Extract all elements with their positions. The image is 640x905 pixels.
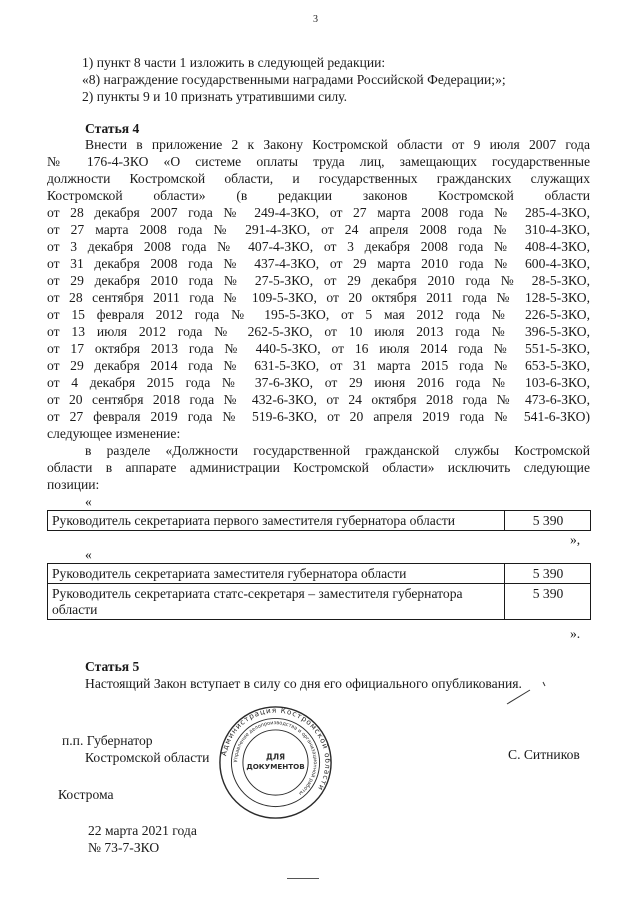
positions-table-1	[47, 510, 591, 531]
paragraph-2-last-line: позиции:	[47, 477, 100, 492]
positions-table-2	[47, 563, 591, 620]
page-number: 3	[313, 14, 318, 25]
position-line: Руководитель секретариата статс-секретаря – заместителя губернатора	[52, 586, 463, 601]
stamp-outer-text: Администрация Костромской области	[219, 705, 333, 793]
official-stamp	[218, 705, 333, 820]
item-1: 1) пункт 8 части 1 изложить в следующей редакции:	[82, 55, 386, 70]
quote-open-2: «	[85, 547, 92, 562]
article-4-line: от 27 февраля 2019 года № 519-6-ЗКО, от 20 апреля 2019 года № 541-6-ЗКО)	[47, 409, 590, 424]
paragraph-2-line: в разделе «Должности государственной гражданской службы Костромской	[85, 443, 590, 458]
signature-name: С. Ситников	[508, 747, 580, 762]
article-4-last-line: следующее изменение:	[47, 426, 181, 441]
position-cell: Руководитель секретариата заместителя губернатора области	[48, 564, 505, 584]
article-4-line: Костромской области» (в редакции законов Костромской области	[47, 188, 590, 203]
amount-cell: 5 390	[505, 584, 591, 620]
position-cell	[48, 584, 505, 620]
law-number: № 73-7-ЗКО	[88, 840, 160, 855]
article-5-heading: Статья 5	[85, 659, 140, 674]
article-4-heading: Статья 4	[85, 121, 140, 136]
page-footer-line	[287, 878, 319, 879]
article-4-line: Внести в приложение 2 к Закону Костромской области от 9 июля 2007 года	[85, 137, 590, 152]
article-4-line: от 29 декабря 2010 года № 27-5-ЗКО, от 29 декабря 2010 года № 28-5-ЗКО,	[47, 273, 590, 288]
signature-prefix: п.п. Губернатор	[62, 733, 153, 748]
stamp-center-line-1: ДЛЯ	[265, 752, 286, 762]
amount-cell: 5 390	[505, 564, 591, 584]
article-4-line: от 27 марта 2008 года № 291-4-ЗКО, от 24 апреля 2008 года № 310-4-ЗКО,	[47, 222, 590, 237]
article-4-line: от 4 декабря 2015 года № 37-6-ЗКО, от 29 июня 2016 года № 103-6-ЗКО,	[47, 375, 590, 390]
article-4-line: от 28 декабря 2007 года № 249-4-ЗКО, от 27 марта 2008 года № 285-4-ЗКО,	[47, 205, 590, 220]
article-4-line: от 20 сентября 2018 года № 432-6-ЗКО, от 24 октября 2018 года № 473-6-ЗКО,	[47, 392, 590, 407]
law-date: 22 марта 2021 года	[88, 823, 197, 838]
article-4-line: от 29 декабря 2014 года № 631-5-ЗКО, от 31 марта 2015 года № 653-5-ЗКО,	[47, 358, 590, 373]
handwritten-mark	[505, 676, 565, 706]
article-4-line: от 15 февраля 2012 года № 195-5-ЗКО, от 5 мая 2012 года № 226-5-ЗКО,	[47, 307, 590, 322]
item-1-text: «8) награждение государственными наградами Российской Федерации;»;	[82, 72, 506, 87]
table-row	[48, 564, 591, 584]
paragraph-2-line: области в аппарате администрации Костромской области» исключить следующие	[47, 460, 590, 475]
signature-region: Костромской области	[85, 750, 210, 765]
amount-cell: 5 390	[505, 511, 591, 531]
stamp-center-line-2: ДОКУМЕНТОВ	[246, 762, 305, 772]
position-cell: Руководитель секретариата первого заместителя губернатора области	[48, 511, 505, 531]
quote-close-1: »,	[570, 532, 581, 547]
city: Кострома	[58, 787, 114, 802]
article-4-line: от 3 декабря 2008 года № 407-4-ЗКО, от 3 декабря 2008 года № 408-4-ЗКО,	[47, 239, 590, 254]
table-row	[48, 511, 591, 531]
article-4-line: от 13 июля 2012 года № 262-5-ЗКО, от 10 июля 2013 года № 396-5-ЗКО,	[47, 324, 590, 339]
article-4-line: от 28 сентября 2011 года № 109-5-ЗКО, от 20 октября 2011 года № 128-5-ЗКО,	[47, 290, 590, 305]
article-4-line: должности Костромской области, и государственных гражданских служащих	[47, 171, 590, 186]
position-line: области	[52, 602, 98, 617]
article-4-line: от 17 октября 2013 года № 440-5-ЗКО, от 16 июля 2014 года № 551-5-ЗКО,	[47, 341, 590, 356]
article-5-text: Настоящий Закон вступает в силу со дня его официального опубликования.	[85, 676, 522, 691]
quote-open-1: «	[85, 494, 92, 509]
stamp-inner-text: Управление делопроизводства и организационной работы	[233, 720, 318, 797]
quote-close-2: ».	[570, 626, 581, 641]
table-row	[48, 584, 591, 620]
item-2: 2) пункты 9 и 10 признать утратившими силу.	[82, 89, 347, 104]
article-4-line: от 31 декабря 2008 года № 437-4-ЗКО, от 29 марта 2010 года № 600-4-ЗКО,	[47, 256, 590, 271]
article-4-line: № 176-4-ЗКО «О системе оплаты труда лиц, замещающих государственные	[47, 154, 590, 169]
